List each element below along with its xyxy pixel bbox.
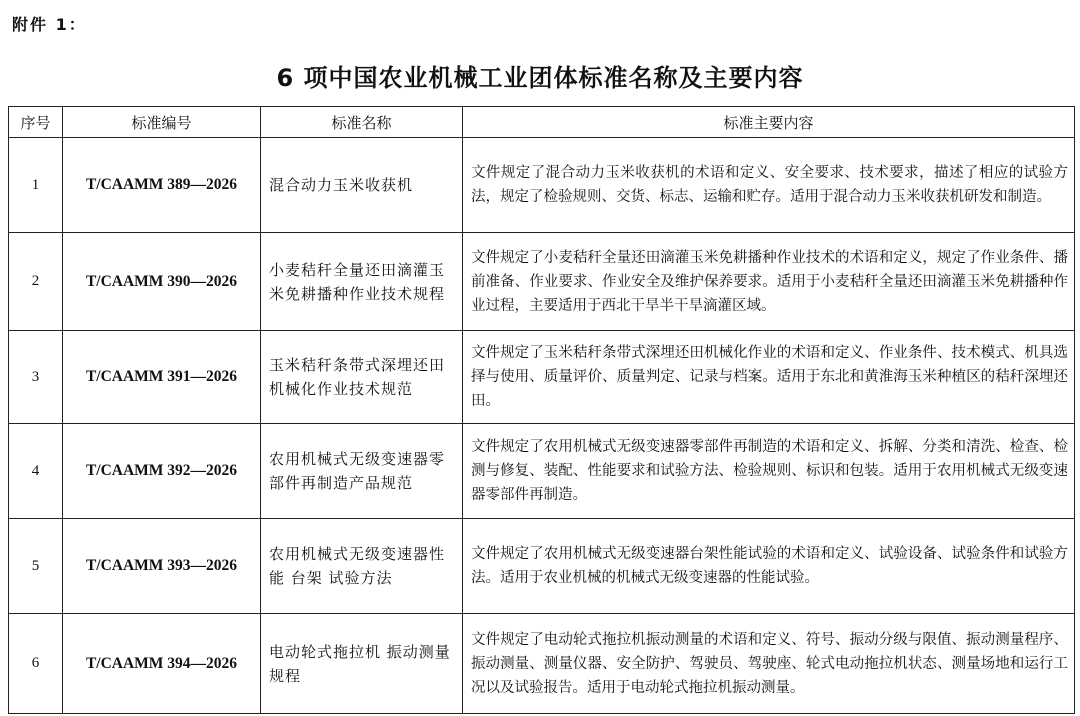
row-no: 5 — [9, 519, 63, 614]
row-name: 玉米秸秆条带式深埋还田机械化作业技术规范 — [261, 331, 463, 424]
page-title: 6 项中国农业机械工业团体标准名称及主要内容 — [276, 64, 804, 92]
attachment-label: 附件 1： — [12, 15, 87, 34]
table-row — [9, 614, 1075, 714]
row-name: 小麦秸秆全量还田滴灌玉米免耕播种作业技术规程 — [261, 233, 463, 331]
row-code: T/CAAMM 390—2026 — [63, 233, 261, 331]
table-row — [9, 424, 1075, 519]
header-name: 标准名称 — [261, 107, 463, 138]
table-row — [9, 138, 1075, 233]
row-no: 6 — [9, 614, 63, 714]
row-content: 文件规定了小麦秸秆全量还田滴灌玉米免耕播种作业技术的术语和定义，规定了作业条件、播前准备、作业要求、作业安全及维护保养要求。适用于小麦秸秆全量还田滴灌玉米免耕播种作业过程，主要适用于西北干旱半干旱滴灌区域。 — [463, 233, 1075, 331]
row-content: 文件规定了混合动力玉米收获机的术语和定义、安全要求、技术要求，描述了相应的试验方法，规定了检验规则、交货、标志、运输和贮存。适用于混合动力玉米收获机研发和制造。 — [463, 138, 1075, 233]
row-code: T/CAAMM 393—2026 — [63, 519, 261, 614]
row-name: 农用机械式无级变速器性能 台架 试验方法 — [261, 519, 463, 614]
table-header-row — [9, 107, 1075, 138]
row-code: T/CAAMM 392—2026 — [63, 424, 261, 519]
row-no: 1 — [9, 138, 63, 233]
row-no: 2 — [9, 233, 63, 331]
row-content: 文件规定了农用机械式无级变速器零部件再制造的术语和定义、拆解、分类和清洗、检查、检测与修复、装配、性能要求和试验方法、检验规则、标识和包装。适用于农用机械式无级变速器零部件再制造。 — [463, 424, 1075, 519]
row-name: 农用机械式无级变速器零部件再制造产品规范 — [261, 424, 463, 519]
row-code: T/CAAMM 394—2026 — [63, 614, 261, 714]
row-no: 4 — [9, 424, 63, 519]
row-code: T/CAAMM 391—2026 — [63, 331, 261, 424]
header-content: 标准主要内容 — [463, 107, 1075, 138]
header-no: 序号 — [9, 107, 63, 138]
standards-table — [8, 106, 1075, 714]
row-content: 文件规定了玉米秸秆条带式深埋还田机械化作业的术语和定义、作业条件、技术模式、机具选择与使用、质量评价、质量判定、记录与档案。适用于东北和黄淮海玉米种植区的秸秆深埋还田。 — [463, 331, 1075, 424]
row-name: 电动轮式拖拉机 振动测量规程 — [261, 614, 463, 714]
table-row — [9, 519, 1075, 614]
table-row — [9, 233, 1075, 331]
table-row — [9, 331, 1075, 424]
row-no: 3 — [9, 331, 63, 424]
row-content: 文件规定了电动轮式拖拉机振动测量的术语和定义、符号、振动分级与限值、振动测量程序、振动测量、测量仪器、安全防护、驾驶员、驾驶座、轮式电动拖拉机状态、测量场地和运行工况以及试验报告。适用于电动轮式拖拉机振动测量。 — [463, 614, 1075, 714]
row-code: T/CAAMM 389—2026 — [63, 138, 261, 233]
header-code: 标准编号 — [63, 107, 261, 138]
row-name: 混合动力玉米收获机 — [261, 138, 463, 233]
row-content: 文件规定了农用机械式无级变速器台架性能试验的术语和定义、试验设备、试验条件和试验方法。适用于农业机械的机械式无级变速器的性能试验。 — [463, 519, 1075, 614]
